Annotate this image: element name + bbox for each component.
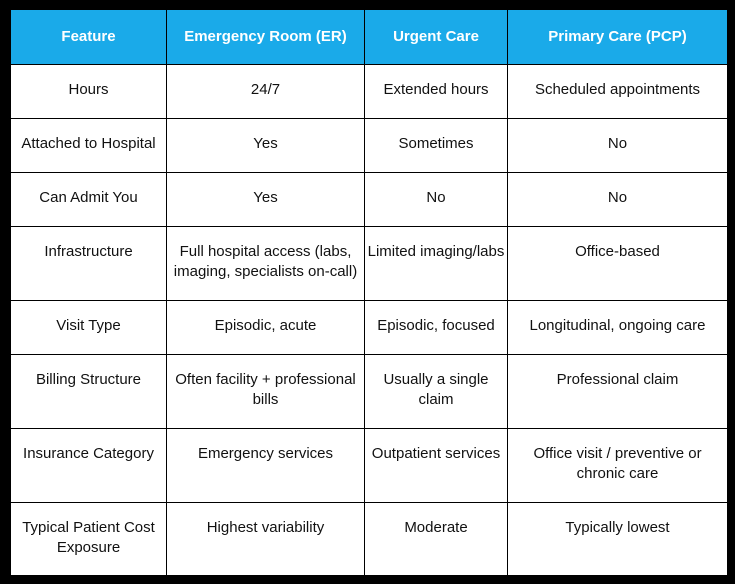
row-label: Infrastructure <box>11 227 167 301</box>
table-cell: No <box>508 119 728 173</box>
row-label: Attached to Hospital <box>11 119 167 173</box>
table-cell: Moderate <box>365 503 508 576</box>
row-label: Typical Patient Cost Exposure <box>11 503 167 576</box>
table-row <box>11 65 728 119</box>
row-label: Insurance Category <box>11 429 167 503</box>
table-row <box>11 119 728 173</box>
table-cell: Limited imaging/labs <box>365 227 508 301</box>
table-cell: Outpatient services <box>365 429 508 503</box>
table-cell: Office visit / preventive or chronic care <box>508 429 728 503</box>
row-label: Can Admit You <box>11 173 167 227</box>
row-label: Visit Type <box>11 301 167 355</box>
comparison-table-container <box>10 9 727 576</box>
table-cell: Typically lowest <box>508 503 728 576</box>
table-row <box>11 503 728 576</box>
table-cell: Emergency services <box>167 429 365 503</box>
header-cell-er: Emergency Room (ER) <box>167 10 365 65</box>
row-label: Hours <box>11 65 167 119</box>
header-row <box>11 10 728 65</box>
table-cell: Scheduled appointments <box>508 65 728 119</box>
table-cell: Yes <box>167 173 365 227</box>
header-cell-urgent-care: Urgent Care <box>365 10 508 65</box>
table-cell: Full hospital access (labs, imaging, specialists on-call) <box>167 227 365 301</box>
table-cell: Episodic, focused <box>365 301 508 355</box>
table-row <box>11 227 728 301</box>
table-cell: Yes <box>167 119 365 173</box>
table-cell: No <box>508 173 728 227</box>
table-cell: Sometimes <box>365 119 508 173</box>
table-cell: Extended hours <box>365 65 508 119</box>
table-cell: Episodic, acute <box>167 301 365 355</box>
table-row <box>11 429 728 503</box>
table-row <box>11 355 728 429</box>
table-cell: Office-based <box>508 227 728 301</box>
table-row <box>11 173 728 227</box>
care-comparison-table <box>10 9 728 576</box>
table-cell: 24/7 <box>167 65 365 119</box>
header-cell-primary-care: Primary Care (PCP) <box>508 10 728 65</box>
row-label: Billing Structure <box>11 355 167 429</box>
table-row <box>11 301 728 355</box>
header-cell-feature: Feature <box>11 10 167 65</box>
table-cell: Usually a single claim <box>365 355 508 429</box>
table-cell: Highest variability <box>167 503 365 576</box>
table-cell: Often facility + professional bills <box>167 355 365 429</box>
table-cell: No <box>365 173 508 227</box>
table-cell: Professional claim <box>508 355 728 429</box>
table-cell: Longitudinal, ongoing care <box>508 301 728 355</box>
